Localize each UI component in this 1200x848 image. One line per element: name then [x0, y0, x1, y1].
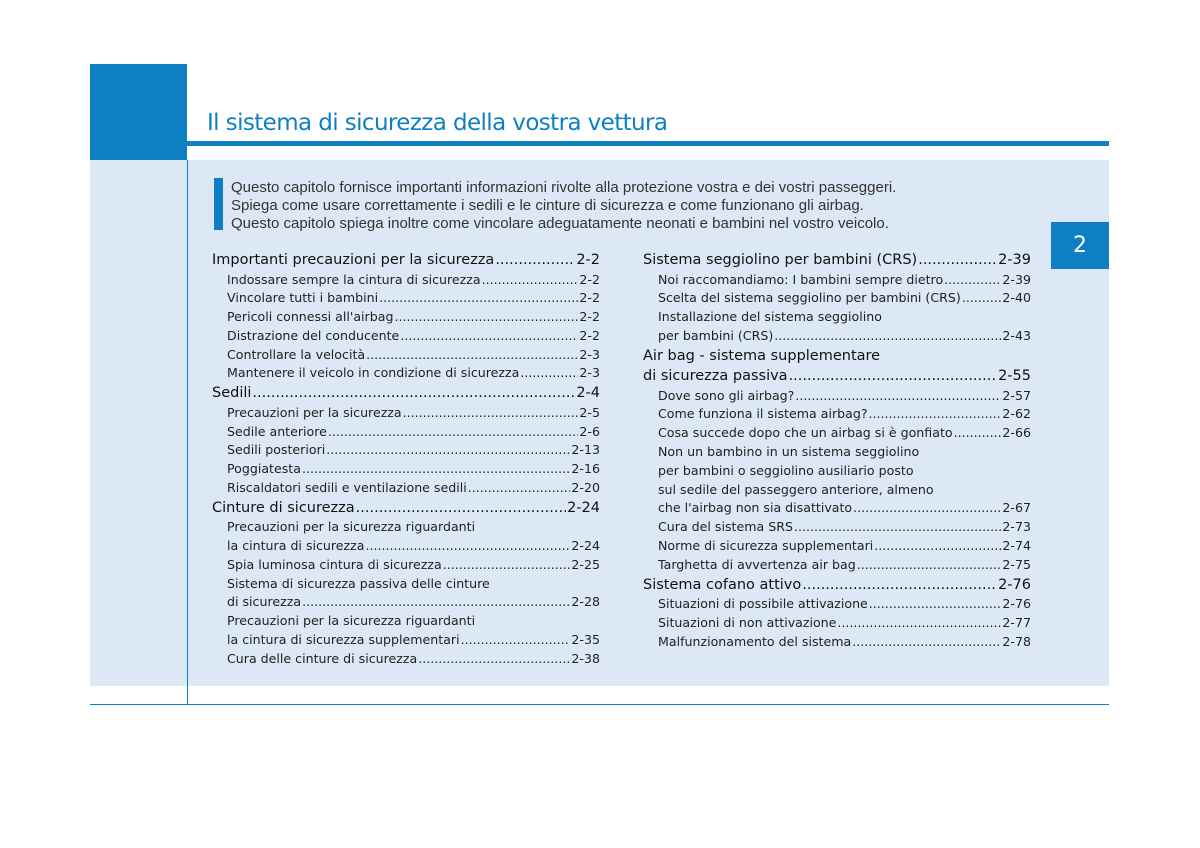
intro-text: [231, 179, 1028, 233]
intro-line: Questo capitolo fornisce importanti informazioni rivolte alla protezione vostra e dei vostri passeggeri.: [231, 179, 897, 196]
title-rule: [187, 141, 1109, 146]
toc-entry[interactable]: Indossare sempre la cintura di sicurezza ..... 2-2: [212, 271, 600, 290]
toc-section[interactable]: Importanti precauzioni per la sicurezza ..... 2-2: [212, 250, 600, 271]
toc-entry[interactable]: di sicurezza ..... 2-28: [212, 593, 600, 612]
toc-entry[interactable]: Dove sono gli airbag? ..... 2-57: [643, 387, 1031, 406]
toc-entry[interactable]: Situazioni di possibile attivazione ..... 2-76: [643, 595, 1031, 614]
toc-section[interactable]: di sicurezza passiva ..... 2-55: [643, 366, 1031, 387]
toc-entry[interactable]: Vincolare tutti i bambini ..... 2-2: [212, 289, 600, 308]
toc-entry[interactable]: per bambini (CRS) ..... 2-43: [643, 327, 1031, 346]
toc-entry[interactable]: Pericoli connessi all'airbag ..... 2-2: [212, 308, 600, 327]
toc-entry[interactable]: Noi raccomandiamo: I bambini sempre dietro ..... 2-39: [643, 271, 1031, 290]
toc-entry-line[interactable]: Precauzioni per la sicurezza riguardanti: [227, 519, 476, 535]
intro-line: Spiega come usare correttamente i sedili e le cinture di sicurezza e come funzionano gli airbag.: [231, 197, 864, 214]
toc-right-column: [643, 250, 1031, 652]
toc-entry[interactable]: Spia luminosa cintura di sicurezza ..... 2-25: [212, 556, 600, 575]
toc-entry[interactable]: Controllare la velocità ..... 2-3: [212, 346, 600, 365]
bottom-rule: [90, 704, 1109, 705]
intro-line: Questo capitolo spiega inoltre come vincolare adeguatamente neonati e bambini nel vostro veicolo.: [231, 215, 889, 232]
toc-left-column: [212, 250, 600, 669]
toc-entry[interactable]: Sedili posteriori ..... 2-13: [212, 441, 600, 460]
toc-section[interactable]: Sistema seggiolino per bambini (CRS) ..... 2-39: [643, 250, 1031, 271]
toc-entry-line[interactable]: per bambini o seggiolino ausiliario posto: [658, 462, 914, 478]
toc-entry-line[interactable]: Non un bambino in un sistema seggiolino: [658, 444, 920, 460]
page-title: Il sistema di sicurezza della vostra vettura: [207, 110, 668, 136]
toc-entry[interactable]: Norme di sicurezza supplementari ..... 2-74: [643, 537, 1031, 556]
toc-entry[interactable]: Precauzioni per la sicurezza ..... 2-5: [212, 404, 600, 423]
toc-entry[interactable]: Sedile anteriore ..... 2-6: [212, 423, 600, 442]
toc-section[interactable]: Sedili ..... 2-4: [212, 383, 600, 404]
toc-entry[interactable]: Cosa succede dopo che un airbag si è gonfiato ..... 2-66: [643, 424, 1031, 443]
toc-entry[interactable]: Riscaldatori sedili e ventilazione sedili ..... 2-20: [212, 479, 600, 498]
toc-section[interactable]: Cinture di sicurezza ..... 2-24: [212, 498, 600, 519]
toc-entry-line[interactable]: sul sedile del passeggero anteriore, almeno: [658, 481, 934, 497]
toc-entry[interactable]: la cintura di sicurezza ..... 2-24: [212, 537, 600, 556]
toc-entry[interactable]: la cintura di sicurezza supplementari ..... 2-35: [212, 631, 600, 650]
toc-section-line[interactable]: Air bag - sistema supplementare: [643, 347, 881, 364]
chapter-number: 2: [1073, 233, 1087, 258]
toc-entry[interactable]: Mantenere il veicolo in condizione di sicurezza ..... 2-3: [212, 364, 600, 383]
chapter-color-block: [90, 64, 187, 160]
toc-entry[interactable]: Cura del sistema SRS ..... 2-73: [643, 518, 1031, 537]
intro-marker: [214, 178, 223, 230]
toc-entry[interactable]: che l'airbag non sia disattivato ..... 2-67: [643, 499, 1031, 518]
toc-entry[interactable]: Cura delle cinture di sicurezza ..... 2-38: [212, 650, 600, 669]
toc-entry[interactable]: Targhetta di avvertenza air bag ..... 2-75: [643, 556, 1031, 575]
toc-section[interactable]: Sistema cofano attivo ..... 2-76: [643, 575, 1031, 596]
toc-entry[interactable]: Distrazione del conducente ..... 2-2: [212, 327, 600, 346]
toc-entry[interactable]: Poggiatesta ..... 2-16: [212, 460, 600, 479]
toc-entry[interactable]: Come funziona il sistema airbag? ..... 2-62: [643, 405, 1031, 424]
toc-entry-line[interactable]: Sistema di sicurezza passiva delle cinture: [227, 575, 490, 591]
toc-entry[interactable]: Scelta del sistema seggiolino per bambini (CRS) ..... 2-40: [643, 289, 1031, 308]
side-band: [90, 160, 187, 686]
toc-entry-line[interactable]: Installazione del sistema seggiolino: [658, 309, 882, 325]
toc-entry[interactable]: Malfunzionamento del sistema ..... 2-78: [643, 633, 1031, 652]
chapter-tab: [1051, 222, 1109, 269]
toc-entry-line[interactable]: Precauzioni per la sicurezza riguardanti: [227, 613, 476, 629]
toc-entry[interactable]: Situazioni di non attivazione ..... 2-77: [643, 614, 1031, 633]
